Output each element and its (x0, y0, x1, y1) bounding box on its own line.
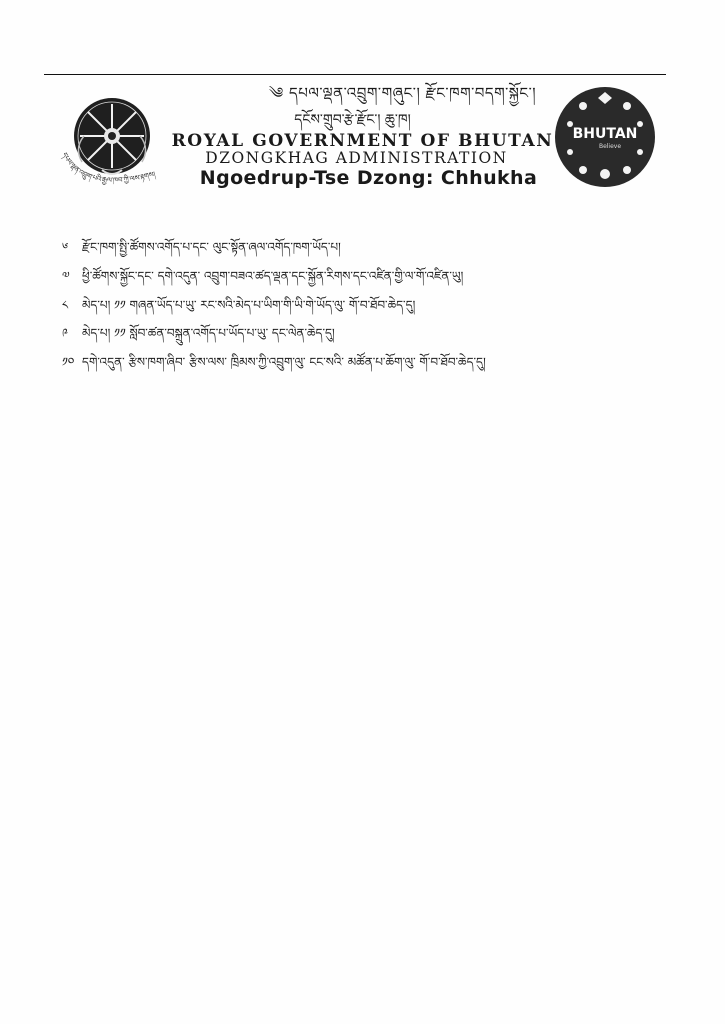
bhutan-believe-logo (548, 84, 662, 190)
item-number: ༧ (62, 268, 70, 283)
item-number: ༩ (62, 326, 69, 341)
item-text: དགེ་འདུན་ རྩིས་ཁག་ཞིབ་ རྩིས་ལས་ ཁྲིམས་ཀྱི་འབྲུག་ལུ་ ངང་སའི་ མཚོན་པ་ཆོག་ལུ་ གོ་བ་ཐོབ་ཆེད་དུ། (82, 355, 486, 370)
item-number: ༨ (62, 297, 69, 312)
page-subtitle: DZONGKHAG ADMINISTRATION (205, 149, 508, 167)
dzongkha-title-line-1: ༄ དཔལ་ལྡན་འབྲུག་གཞུང་། རྫོང་ཁག་བདག་སྐྱོང་། (268, 84, 537, 102)
item-number: ༡༠ (62, 355, 75, 370)
dzongkha-title-line-2: དངོས་གྲུབ་རྩེ་རྫོང་། ཆུ་ཁ། (294, 112, 411, 128)
item-text: ཕྱི་ཚོགས་སྐྱོང་དང་ དགེ་འདུན་ འབྲུག་བཟའ་ཚད་ལྡན་དང་སྐྱོན་རིགས་དང་འཛིན་གྱི་ལ་གོ་འཛིན་ཡུ། (82, 268, 464, 283)
item-list (62, 234, 622, 378)
list-item (62, 234, 622, 263)
item-text: རྫོང་ཁག་སྤྱི་ཚོགས་འགོད་པ་དང་ ལུང་སྟོན་ཞལ་འགོད་ཁག་ཡོད་པ། (82, 240, 341, 254)
logo-label: BHUTAN (572, 126, 638, 142)
page-title: ROYAL GOVERNMENT OF BHUTAN (171, 131, 554, 151)
office-name: Ngoedrup-Tse Dzong: Chhukha (199, 167, 538, 189)
list-item (62, 292, 622, 321)
item-text: མེད་པ། ༡༡ སློབ་ཚན་བསྐྲུན་འགོད་པ་ཡོད་པ་ཡུ་ དང་ལེན་ཆེད་དུ། (82, 326, 335, 341)
item-text: མེད་པ། ༡༡ གཞན་ཡོད་པ་ཡུ་ རང་སའི་མེད་པ་ཡིག་གི་ཡི་གེ་ཡོད་ལུ་ གོ་བ་ཐོབ་ཆེད་དུ། (82, 297, 416, 312)
header-rule (44, 74, 666, 75)
logo-tagline: Believe (598, 143, 622, 150)
emblem-arc-text: དཔལ་ལྡན་འབྲུག་པའི་རྒྱལ་ཁབ་ཀྱི་ལས་རྟགས། (60, 151, 157, 185)
list-item (62, 349, 622, 378)
list-item (62, 263, 622, 292)
item-number: ༦ (62, 240, 69, 254)
